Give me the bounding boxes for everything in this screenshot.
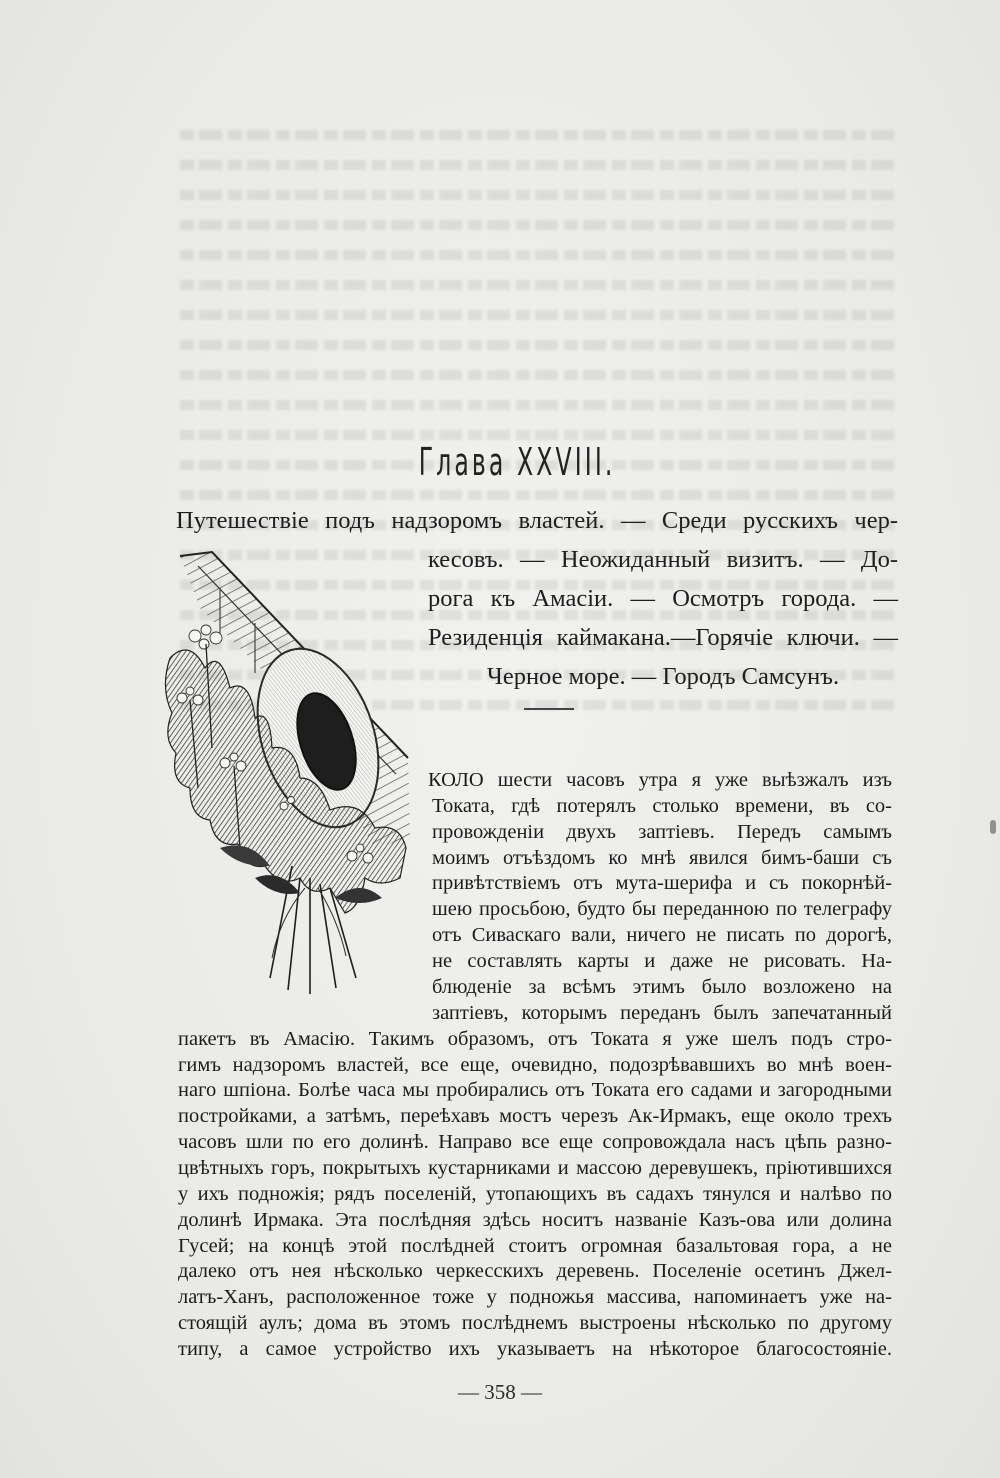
text-line: у ихъ подножія; рядъ поселеній, утопающихъ въ садахъ тянулся и налѣво по bbox=[178, 1183, 892, 1205]
summary-line: кесовъ. — Неожиданный визитъ. — До- bbox=[428, 546, 898, 573]
text-line: провожденіи двухъ заптіевъ. Передъ самымъ bbox=[432, 821, 892, 843]
summary-line: Путешествіе подъ надзоромъ властей. — Среди русскихъ чер- bbox=[176, 507, 898, 534]
summary-line: рога къ Амасіи. — Осмотръ города. — bbox=[428, 585, 898, 612]
text-line: моимъ отъѣздомъ ко мнѣ явился бимъ-баши съ bbox=[432, 847, 892, 869]
text-line: часовъ шли по его долинѣ. Направо все еще сопровождала насъ цѣпь разно- bbox=[178, 1131, 892, 1153]
text-line: наго шпіона. Болѣе часа мы пробирались отъ Токата его садами и загородными bbox=[178, 1079, 892, 1101]
scan-speck bbox=[990, 820, 996, 834]
section-divider bbox=[524, 708, 574, 710]
initial-letter-illustration bbox=[160, 548, 415, 998]
text-line: типу, а самое устройство ихъ указываетъ на нѣкоторое благосостояніе. bbox=[178, 1338, 892, 1360]
text-line: цвѣтныхъ горъ, покрытыхъ кустарниками и массою деревушекъ, пріютившихся bbox=[178, 1157, 892, 1179]
text-line: блюденіе за всѣмъ этимъ было возложено на bbox=[432, 976, 892, 998]
text-line: Токата, гдѣ потерялъ столько времени, въ со- bbox=[432, 795, 892, 817]
text-line: шею просьбою, будто бы переданною по телеграфу bbox=[432, 898, 892, 920]
summary-line: Резиденція каймакана.—Горячіе ключи. — bbox=[428, 624, 898, 651]
text-line: долинѣ Ирмака. Эта послѣдняя здѣсь носитъ названіе Казъ-ова или долина bbox=[178, 1209, 892, 1231]
text-line: латъ-Ханъ, расположенное тоже у подножья массива, напоминаетъ уже на- bbox=[178, 1286, 892, 1308]
text-line: постройками, а затѣмъ, переѣхавъ мостъ черезъ Ак-Ирмакъ, еще около трехъ bbox=[178, 1105, 892, 1127]
chapter-title: Глава XXVIII. bbox=[418, 440, 616, 484]
text-line: стоящій аулъ; дома въ этомъ послѣднемъ выстроены нѣсколько по другому bbox=[178, 1312, 892, 1334]
text-line: далеко отъ нея нѣсколько черкесскихъ деревень. Поселеніе осетинъ Джел- bbox=[178, 1260, 892, 1282]
text-line: КОЛО шести часовъ утра я уже выѣзжалъ изъ bbox=[428, 769, 892, 791]
summary-line: Черное море. — Городъ Самсунъ. bbox=[486, 663, 840, 690]
text-line: не составлять карты и даже не рисовать. На- bbox=[432, 950, 892, 972]
text-line: заптіевъ, которымъ переданъ былъ запечатанный bbox=[432, 1002, 892, 1024]
page-number: — 358 — bbox=[458, 1380, 542, 1404]
text-line: привѣтствіемъ отъ мута-шерифа и съ покорнѣй- bbox=[432, 872, 892, 894]
text-line: отъ Сиваскаго вали, ничего не писать по дорогѣ, bbox=[432, 924, 892, 946]
text-line: пакетъ въ Амасію. Такимъ образомъ, отъ Токата я уже шелъ подъ стро- bbox=[178, 1028, 892, 1050]
text-line: Гусей; на концѣ этой послѣдней стоитъ огромная базальтовая гора, а не bbox=[178, 1235, 892, 1257]
text-line: гимъ надзоромъ властей, все еще, очевидно, подозрѣвавшихъ во мнѣ воен- bbox=[178, 1054, 892, 1076]
